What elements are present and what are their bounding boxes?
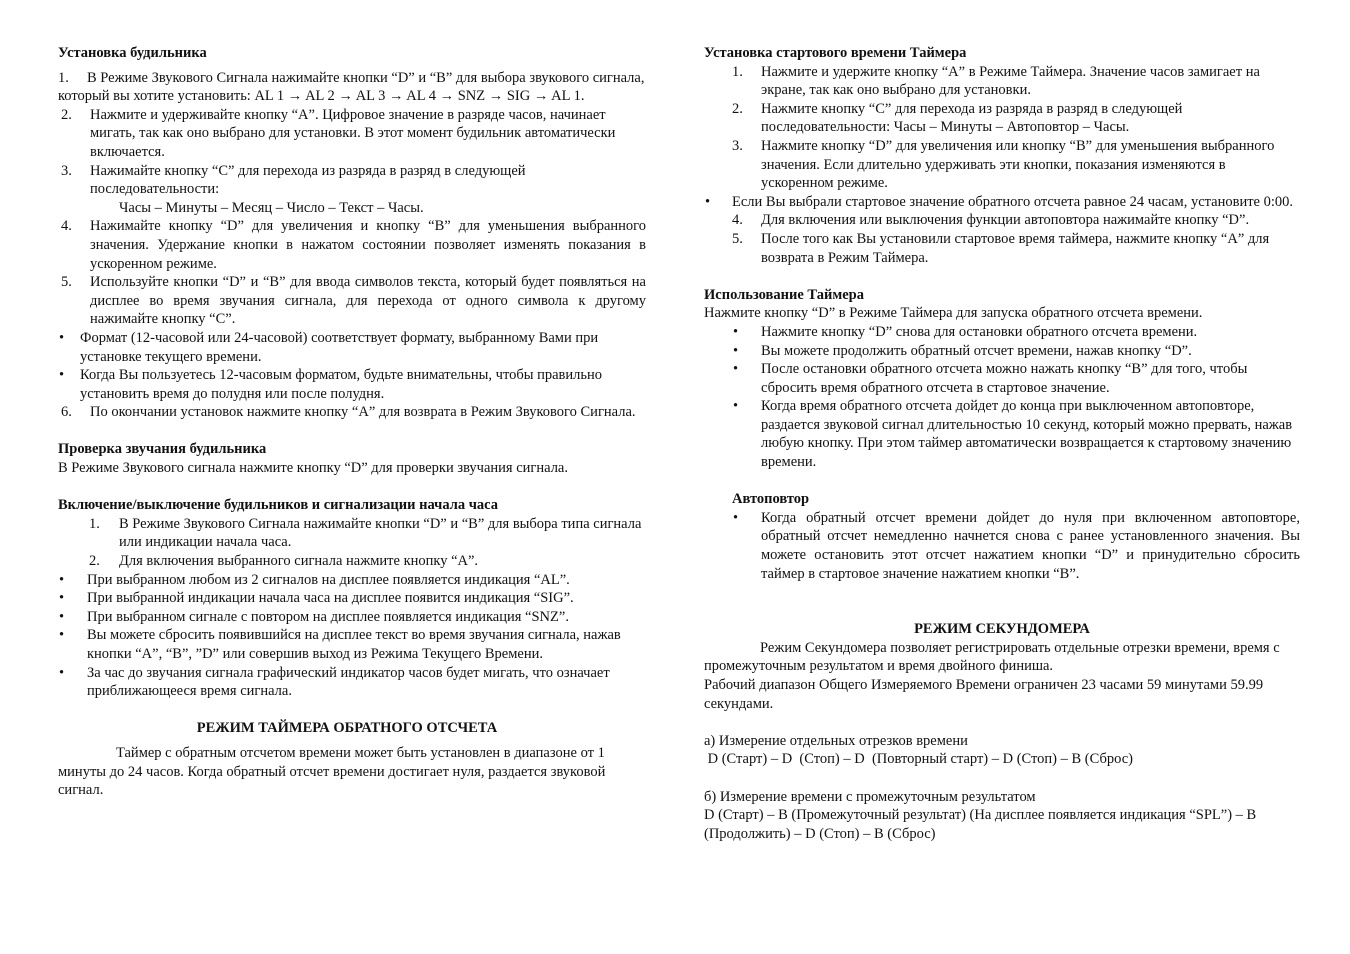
alarm-onoff-bullet-4: • Вы можете сбросить появившийся на дисплее текст во время звучания сигнала, нажав кнопки “A”, “B”, ”D” или совершив выход из Режима Текущего Времени. [59, 627, 621, 662]
timer-start-step-3: 3. Нажмите кнопку “D” для увеличения или кнопку “B” для уменьшения выбранного значения. Если длительно удерживать эти кнопки, показания изменяются в ускоренном режиме. [732, 137, 1275, 192]
stopwatch-range: Рабочий диапазон Общего Измеряемого Времени ограничен 23 часами 59 минутами 59.99 секундами. [704, 677, 1264, 712]
countdown-title: РЕЖИМ ТАЙМЕРА ОБРАТНОГО ОТСЧЕТА [196, 720, 498, 737]
timer-start-bullet-1: • Если Вы выбрали стартовое значение обратного отсчета равное 24 часам, установите 0:00. [705, 193, 1294, 210]
countdown-text: Таймер с обратным отсчетом времени может быть установлен в диапазоне от 1 минуты до 24 часов. Когда обратный отсчет времени достигает нуля, раздается звуковой сигнал. [58, 744, 606, 799]
timer-start-step-2: 2. Нажмите кнопку “C” для перехода из разряда в разряд в следующей последовательности: Часы – Минуты – Автоповтор – Часы. [732, 100, 1183, 136]
timer-use-bullet-1: • Нажмите кнопку “D” снова для остановки обратного отсчета времени. [733, 323, 1198, 340]
alarm-onoff-bullet-5: • За час до звучания сигнала графический индикатор часов будет мигать, что означает приближающееся время сигнала. [59, 664, 610, 700]
alarm-onoff-step-2: 2. Для включения выбранного сигнала нажмите кнопку “A”. [89, 553, 479, 570]
timer-use-text: Нажмите кнопку “D” в Режиме Таймера для запуска обратного отсчета времени. [704, 305, 1203, 322]
timer-use-title: Использование Таймера [704, 286, 864, 303]
alarm-setup-step-4: 4. Нажимайте кнопку “D” для увеличения и кнопку “B” для уменьшения выбранного значения. Удержание кнопки в нажатом состоянии позволяет изменять показания в ускоренном режиме. [61, 218, 646, 272]
lap-times-title: б) Измерение времени с промежуточным результатом [704, 788, 1036, 805]
alarm-setup-step-2: 2. Нажмите и удерживайте кнопку “A”. Цифровое значение в разряде часов, начинает мигать, так как оно выбрано для установки. В этот момент будильник автоматически включается. [61, 106, 616, 160]
stopwatch-intro: Режим Секундомера позволяет регистрировать отдельные отрезки времени, время с промежуточным результатом и время двойного финиша. [704, 639, 1280, 675]
alarm-setup-step-1: 1. В Режиме Звукового Сигнала нажимайте кнопки “D” и “B” для выбора звукового сигнала, который вы хотите установить: AL 1 → AL 2 → AL 3 → AL 4 → SNZ → SIG → AL 1. [58, 69, 645, 105]
alarm-setup-bullet-1: • Формат (12-часовой или 24-часовой) соответствует формату, выбранному Вами при установке текущего времени. [59, 329, 599, 365]
alarm-setup-sequence: Часы – Минуты – Месяц – Число – Текст – Часы. [119, 199, 424, 216]
alarm-setup-step-3: 3. Нажимайте кнопку “C” для перехода из разряда в разряд в следующей последовательности: [61, 162, 526, 198]
timer-start-step-5: 5. После того как Вы установили стартовое время таймера, нажмите кнопку “A” для возврата в Режим Таймера. [732, 230, 1270, 266]
timer-use-bullet-3: • После остановки обратного отсчета можно нажать кнопку “B” для того, чтобы сбросить время обратного отсчета в стартовое значение. [733, 361, 1248, 396]
alarm-test-title: Проверка звучания будильника [58, 441, 267, 458]
alarm-onoff-bullet-3: • При выбранном сигнале с повтором на дисплее появляется индикация “SNZ”. [59, 608, 569, 625]
autorepeat-bullet-1: • Когда обратный отсчет времени дойдет до нуля при включенном автоповторе, обратный отсчет немедленно начнется снова с ранее установленного значения. Вы можете остановить этот отсчет нажатием кнопки “D” и принудительно сбросить таймер в стартовое значение нажатием кнопки “B”. [733, 509, 1300, 582]
timer-use-bullet-4: • Когда время обратного отсчета дойдет до конца при выключенном автоповторе, раздается звуковой сигнал длительностью 10 секунд, который можно прервать, нажав любую кнопку. При этом таймер автоматически возвращается к стартовому значению времени. [733, 398, 1293, 471]
split-times-title: а) Измерение отдельных отрезков времени [704, 732, 968, 749]
alarm-onoff-title: Включение/выключение будильников и сигнализации начала часа [58, 497, 498, 514]
timer-start-step-4: 4. Для включения или выключения функции автоповтора нажимайте кнопку “D”. [732, 212, 1250, 229]
left-column [58, 44, 646, 800]
timer-start-step-1: 1. Нажмите и удержите кнопку “A” в Режиме Таймера. Значение часов замигает на экране, так как оно выбрано для установки. [732, 63, 1260, 99]
alarm-setup-step-6: 6. По окончании установок нажмите кнопку “A” для возврата в Режим Звукового Сигнала. [61, 404, 636, 421]
alarm-onoff-bullet-2: • При выбранной индикации начала часа на дисплее появится индикация “SIG”. [59, 590, 574, 607]
alarm-setup-bullet-2: • Когда Вы пользуетесь 12-часовым форматом, будьте внимательны, чтобы правильно установить время до полудня или после полудня. [59, 367, 602, 402]
timer-use-bullet-2: • Вы можете продолжить обратный отсчет времени, нажав кнопку “D”. [733, 342, 1192, 359]
lap-times-sequence: D (Старт) – B (Промежуточный результат) (На дисплее появляется индикация “SPL”) – B (Продолжить) – D (Стоп) – B (Сброс) [704, 807, 1257, 842]
alarm-onoff-bullet-1: • При выбранном любом из 2 сигналов на дисплее появляется индикация “AL”. [59, 571, 570, 588]
alarm-setup-step-5: 5. Используйте кнопки “D” и “B” для ввода символов текста, который будет появляться на дисплее во время звучания сигнала, для перехода от одного символа к другому нажимайте кнопку “C”. [61, 274, 646, 328]
autorepeat-title: Автоповтор [732, 491, 810, 508]
stopwatch-title: РЕЖИМ СЕКУНДОМЕРА [914, 621, 1090, 638]
alarm-test-text: В Режиме Звукового сигнала нажмите кнопку “D” для проверки звучания сигнала. [58, 460, 568, 477]
alarm-onoff-step-1: 1. В Режиме Звукового Сигнала нажимайте кнопки “D” и “B” для выбора типа сигнала или индикации начала часа. [89, 515, 642, 551]
alarm-setup-title: Установка будильника [58, 45, 207, 61]
timer-start-title: Установка стартового времени Таймера [704, 45, 967, 61]
split-times-sequence: D (Старт) – D (Стоп) – D (Повторный старт) – D (Стоп) – B (Сброс) [704, 751, 1133, 768]
right-column [704, 44, 1300, 843]
